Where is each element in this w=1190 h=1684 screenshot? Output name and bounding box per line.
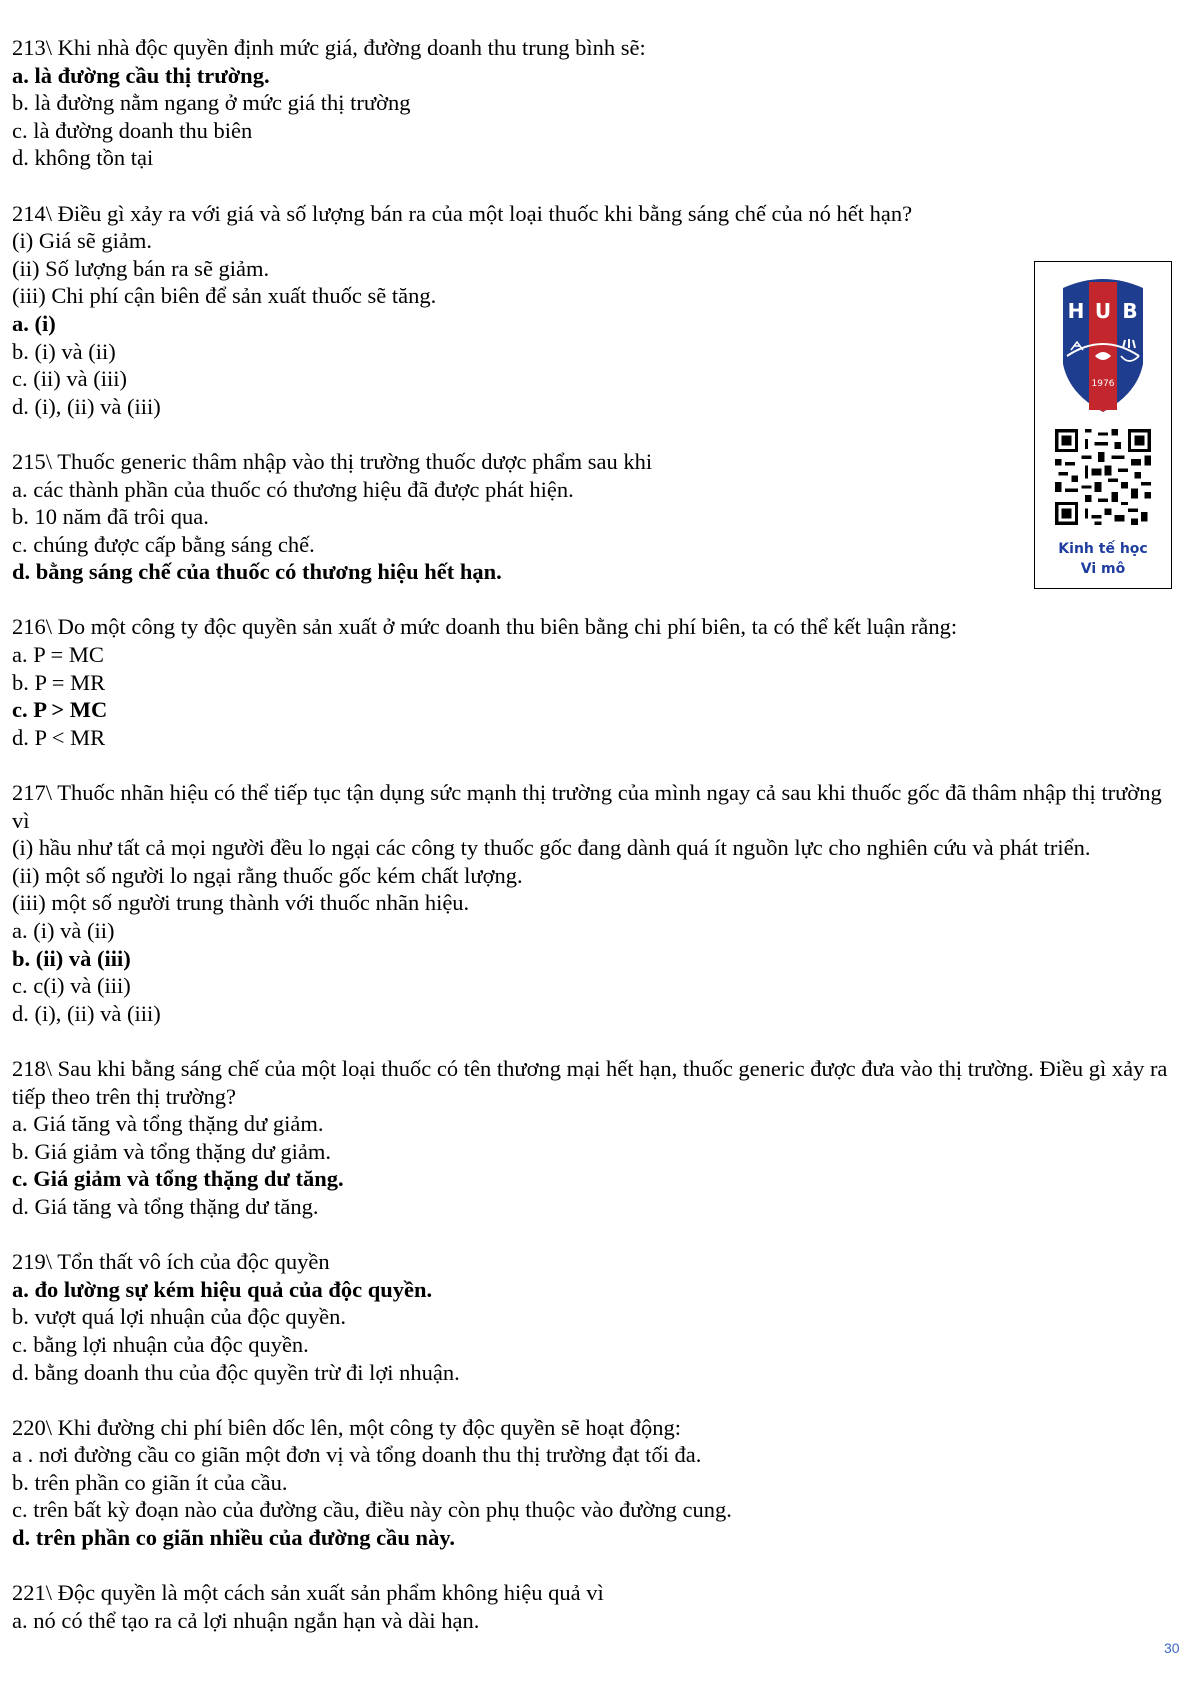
answer-option: b. trên phần co giãn ít của cầu. bbox=[12, 1469, 288, 1495]
answer-option: c. là đường doanh thu biên bbox=[12, 117, 253, 143]
answer-option: a. (i) và (ii) bbox=[12, 918, 115, 943]
shield-letter-h: H bbox=[1067, 299, 1085, 323]
answer-option: b. Giá giảm và tổng thặng dư giảm. bbox=[12, 1138, 332, 1164]
question-220 bbox=[12, 1414, 1180, 1552]
answer-option: c. trên bất kỳ đoạn nào của đường cầu, điều này còn phụ thuộc vào đường cung. bbox=[12, 1497, 732, 1523]
logo-caption-title: Kinh tế học bbox=[1058, 541, 1148, 557]
answer-option: d. bằng doanh thu của độc quyền trừ đi lợi nhuận. bbox=[12, 1359, 460, 1385]
answer-option: a. P = MC bbox=[12, 642, 104, 668]
statement-item: (iii) một số người trung thành với thuốc nhãn hiệu. bbox=[12, 890, 470, 916]
answer-option: d. P < MR bbox=[12, 724, 106, 750]
question-214 bbox=[12, 200, 1180, 421]
answer-option: c. Giá giảm và tổng thặng dư tăng. bbox=[12, 1166, 344, 1192]
shield-year: 1976 bbox=[1091, 379, 1115, 389]
statement-item: (ii) Số lượng bán ra sẽ giảm. bbox=[12, 255, 270, 281]
answer-option: d. bằng sáng chế của thuốc có thương hiệu hết hạn. bbox=[12, 559, 502, 585]
shield-letter-u: U bbox=[1094, 299, 1112, 323]
answer-option: a. Giá tăng và tổng thặng dư giảm. bbox=[12, 1111, 324, 1137]
qr-code-icon bbox=[1055, 429, 1151, 525]
answer-option: a. các thành phần của thuốc có thương hiệu đã được phát hiện. bbox=[12, 476, 574, 502]
answer-option: a . nơi đường cầu co giãn một đơn vị và tổng doanh thu thị trường đạt tối đa. bbox=[12, 1442, 702, 1468]
question-stem: 215\ Thuốc generic thâm nhập vào thị trường thuốc dược phẩm sau khi bbox=[12, 448, 653, 474]
answer-option: c. (ii) và (iii) bbox=[12, 366, 127, 392]
answer-option: d. trên phần co giãn nhiều của đường cầu này. bbox=[12, 1525, 455, 1551]
answer-option: b. vượt quá lợi nhuận của độc quyền. bbox=[12, 1304, 347, 1330]
answer-option: b. là đường nằm ngang ở mức giá thị trường bbox=[12, 90, 411, 116]
answer-option: a. nó có thể tạo ra cả lợi nhuận ngắn hạn và dài hạn. bbox=[12, 1607, 480, 1633]
question-stem: 216\ Do một công ty độc quyền sản xuất ở mức doanh thu biên bằng chi phí biên, ta có thể kết luận rằng: bbox=[12, 614, 958, 640]
answer-option: b. 10 năm đã trôi qua. bbox=[12, 504, 209, 530]
hub-logo-card bbox=[1034, 261, 1172, 589]
question-stem: 218\ Sau khi bằng sáng chế của một loại thuốc có tên thương mại hết hạn, thuốc generic được đưa vào thị trường. Điều gì xảy ra tiếp theo trên thị trường? bbox=[12, 1055, 1168, 1109]
answer-option: c. P > MC bbox=[12, 697, 108, 723]
question-stem: 214\ Điều gì xảy ra với giá và số lượng bán ra của một loại thuốc khi bằng sáng chế của nó hết hạn? bbox=[12, 200, 913, 226]
logo-caption-subtitle: Vi mô bbox=[1080, 561, 1126, 577]
page-number: 30 bbox=[1164, 1640, 1180, 1656]
statement-item: (ii) một số người lo ngại rằng thuốc gốc kém chất lượng. bbox=[12, 862, 523, 888]
question-213 bbox=[12, 34, 1180, 172]
question-221 bbox=[12, 1579, 1180, 1634]
answer-option: a. (i) bbox=[12, 310, 56, 336]
question-218 bbox=[12, 1055, 1180, 1221]
document-page bbox=[12, 34, 1180, 1634]
question-stem: 221\ Độc quyền là một cách sản xuất sản phẩm không hiệu quả vì bbox=[12, 1580, 604, 1606]
question-217 bbox=[12, 779, 1180, 1027]
answer-option: d. không tồn tại bbox=[12, 145, 154, 171]
shield-letter-b: B bbox=[1122, 299, 1138, 323]
answer-option: a. là đường cầu thị trường. bbox=[12, 62, 270, 88]
question-216 bbox=[12, 613, 1180, 751]
answer-option: b. P = MR bbox=[12, 669, 106, 695]
question-215 bbox=[12, 448, 1180, 586]
answer-option: c. bằng lợi nhuận của độc quyền. bbox=[12, 1331, 309, 1357]
answer-option: a. đo lường sự kém hiệu quả của độc quyền. bbox=[12, 1276, 433, 1302]
answer-option: d. (i), (ii) và (iii) bbox=[12, 1000, 161, 1026]
answer-option: b. (ii) và (iii) bbox=[12, 945, 131, 971]
question-stem: 217\ Thuốc nhãn hiệu có thể tiếp tục tận dụng sức mạnh thị trường của mình ngay cả sau khi thuốc gốc đã thâm nhập thị trường vì bbox=[12, 780, 1162, 833]
answer-option: d. Giá tăng và tổng thặng dư tăng. bbox=[12, 1193, 319, 1219]
question-stem: 219\ Tổn thất vô ích của độc quyền bbox=[12, 1249, 330, 1275]
question-stem: 213\ Khi nhà độc quyền định mức giá, đường doanh thu trung bình sẽ: bbox=[12, 35, 646, 60]
question-stem: 220\ Khi đường chi phí biên dốc lên, một công ty độc quyền sẽ hoạt động: bbox=[12, 1414, 681, 1440]
statement-item: (i) hầu như tất cả mọi người đều lo ngại các công ty thuốc gốc đang dành quá ít nguồn lực cho nghiên cứu và phát triển. bbox=[12, 835, 1091, 861]
statement-item: (iii) Chi phí cận biên để sản xuất thuốc sẽ tăng. bbox=[12, 283, 437, 309]
hub-shield-logo bbox=[1057, 276, 1149, 416]
answer-option: c. c(i) và (iii) bbox=[12, 973, 131, 999]
answer-option: b. (i) và (ii) bbox=[12, 338, 116, 364]
question-219 bbox=[12, 1248, 1180, 1386]
statement-item: (i) Giá sẽ giảm. bbox=[12, 228, 152, 254]
answer-option: d. (i), (ii) và (iii) bbox=[12, 393, 161, 419]
answer-option: c. chúng được cấp bằng sáng chế. bbox=[12, 531, 315, 557]
